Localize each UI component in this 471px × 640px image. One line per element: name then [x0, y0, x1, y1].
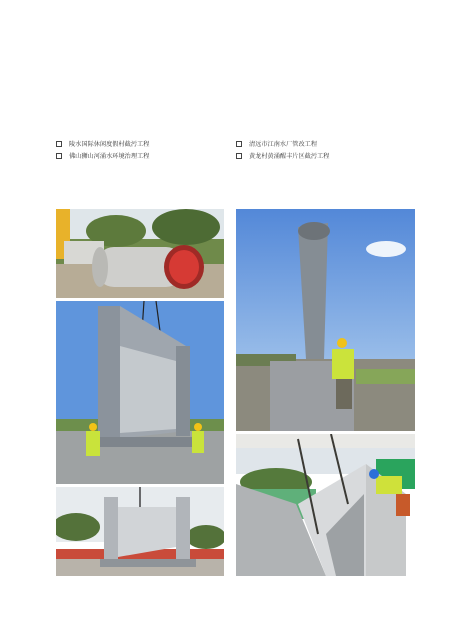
photo-gate-column — [236, 209, 415, 431]
project-item — [56, 139, 149, 148]
photo-channel-installation — [236, 434, 415, 576]
checkbox-square-icon — [56, 153, 62, 159]
checkbox-square-icon — [236, 141, 242, 147]
project-label: 佛山狮山河涌水环境治理工程 — [69, 153, 150, 160]
project-item — [236, 139, 317, 148]
project-item — [236, 151, 329, 160]
project-label: 清远市江南水厂管改工程 — [249, 141, 318, 148]
checkbox-square-icon — [236, 153, 242, 159]
project-label: 黄龙村黄涌醒丰片区截污工程 — [249, 153, 330, 160]
photo-pipe-on-truck — [56, 209, 224, 298]
project-label: 陵水国际休闲度假村截污工程 — [69, 141, 150, 148]
checkbox-square-icon — [56, 141, 62, 147]
photo-channel-gate — [56, 487, 224, 576]
project-item — [56, 151, 149, 160]
photo-gate-frame — [56, 301, 224, 484]
